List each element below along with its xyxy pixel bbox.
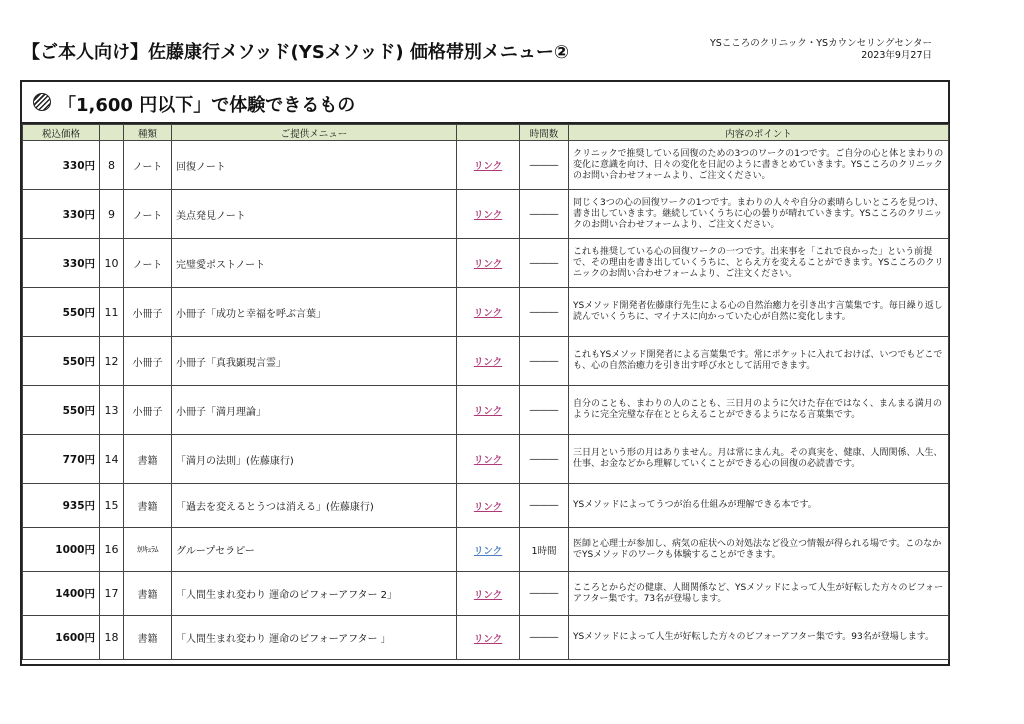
menu-frame xyxy=(20,80,950,666)
menu-name-cell: グループセラピー xyxy=(172,528,457,572)
price-cell: 1000円 xyxy=(23,528,100,572)
menu-link[interactable]: リンク xyxy=(473,633,503,645)
price-cell: 550円 xyxy=(23,337,100,386)
header-point: 内容のポイント xyxy=(569,125,949,141)
document-date: 2023年9月27日 xyxy=(861,50,932,61)
menu-name-cell: 小冊子「真我顕現言霊」 xyxy=(172,337,457,386)
menu-name-cell: 「人間生まれ変わり 運命のビフォーアフター 」 xyxy=(172,616,457,660)
table-header-row xyxy=(23,125,949,141)
time-cell: ――― xyxy=(520,484,569,528)
page-title: 【ご本人向け】佐藤康行メソッド(YSメソッド) 価格帯別メニュー② xyxy=(22,42,570,63)
point-cell: クリニックで推奨している回復のための3つのワークの1つです。ご自分の心と体とまわりの変化に意識を向け、日々の変化を日記のように書きとめていきます。YSこころのクリニックのお問い合わせフォームより、ご注文ください。 xyxy=(569,141,949,190)
hatched-circle-icon xyxy=(33,93,51,111)
menu-name-cell: 「満月の法則」(佐藤康行) xyxy=(172,435,457,484)
link-cell xyxy=(457,190,520,239)
link-cell xyxy=(457,572,520,616)
header-menu: ご提供メニュー xyxy=(172,125,457,141)
price-cell: 330円 xyxy=(23,141,100,190)
point-cell: YSメソッドによって人生が好転した方々のビフォーアフター集です。93名が登場します。 xyxy=(569,616,949,660)
time-cell: 1時間 xyxy=(520,528,569,572)
price-table xyxy=(22,124,949,660)
price-cell: 935円 xyxy=(23,484,100,528)
price-cell: 330円 xyxy=(23,190,100,239)
org-info xyxy=(620,38,932,62)
point-cell: 自分のことも、まわりの人のことも、三日月のように欠けた存在ではなく、まんまる満月のように完全完璧な存在ととらえることができるようになる言葉集です。 xyxy=(569,386,949,435)
table-row xyxy=(23,616,949,660)
num-cell: 12 xyxy=(100,337,124,386)
type-cell: ノート xyxy=(124,239,172,288)
point-cell: 同じく3つの心の回復ワークの1つです。まわりの人々や自分の素晴らしいところを見つけ、書き出していきます。継続していくうちに心の曇りが晴れていきます。YSこころのクリニックのお問い合わせフォームより、ご注文ください。 xyxy=(569,190,949,239)
type-cell: 小冊子 xyxy=(124,386,172,435)
menu-name-cell: 小冊子「成功と幸福を呼ぶ言葉」 xyxy=(172,288,457,337)
type-cell: ノート xyxy=(124,141,172,190)
section-heading xyxy=(22,82,948,124)
table-row xyxy=(23,484,949,528)
section-title: 「1,600 円以下」で体験できるもの xyxy=(58,95,356,116)
table-row xyxy=(23,435,949,484)
type-cell: 書籍 xyxy=(124,616,172,660)
point-cell: こころとからだの健康、人間関係など、YSメソッドによって人生が好転した方々のビフォーアフター集です。73名が登場します。 xyxy=(569,572,949,616)
time-cell: ――― xyxy=(520,190,569,239)
price-cell: 550円 xyxy=(23,386,100,435)
type-cell: 書籍 xyxy=(124,484,172,528)
num-cell: 9 xyxy=(100,190,124,239)
link-cell xyxy=(457,337,520,386)
menu-link[interactable]: リンク xyxy=(473,406,503,417)
link-cell xyxy=(457,239,520,288)
link-cell xyxy=(457,528,520,572)
price-cell: 1400円 xyxy=(23,572,100,616)
num-cell: 18 xyxy=(100,616,124,660)
table-row xyxy=(23,337,949,386)
num-cell: 14 xyxy=(100,435,124,484)
type-cell: ノート xyxy=(124,190,172,239)
num-cell: 8 xyxy=(100,141,124,190)
link-cell xyxy=(457,616,520,660)
menu-link[interactable]: リンク xyxy=(473,259,503,270)
table-row xyxy=(23,288,949,337)
menu-name-cell: 回復ノート xyxy=(172,141,457,190)
link-cell xyxy=(457,288,520,337)
point-cell: YSメソッド開発者佐藤康行先生による心の自然治癒力を引き出す言葉集です。毎日繰り返し読んでいくうちに、マイナスに向かっていた心が自然に変化します。 xyxy=(569,288,949,337)
type-cell: ｶﾘｷｭﾗﾑ xyxy=(124,528,172,572)
table-row xyxy=(23,386,949,435)
link-cell xyxy=(457,484,520,528)
header-type: 種類 xyxy=(124,125,172,141)
menu-name-cell: 「人間生まれ変わり 運命のビフォーアフター 2」 xyxy=(172,572,457,616)
header-price: 税込価格 xyxy=(23,125,100,141)
table-row xyxy=(23,190,949,239)
point-cell: これもYSメソッド開発者による言葉集です。常にポケットに入れておけば、いつでもどこでも、心の自然治癒力を引き出す呼び水として活用できます。 xyxy=(569,337,949,386)
time-cell: ――― xyxy=(520,435,569,484)
table-row xyxy=(23,572,949,616)
menu-link[interactable]: リンク xyxy=(473,545,503,557)
menu-name-cell: 小冊子「満月理論」 xyxy=(172,386,457,435)
org-name: YSこころのクリニック・YSカウンセリングセンター xyxy=(709,38,932,49)
menu-name-cell: 完璧愛ポストノート xyxy=(172,239,457,288)
time-cell: ――― xyxy=(520,386,569,435)
time-cell: ――― xyxy=(520,572,569,616)
num-cell: 17 xyxy=(100,572,124,616)
time-cell: ――― xyxy=(520,288,569,337)
num-cell: 16 xyxy=(100,528,124,572)
num-cell: 10 xyxy=(100,239,124,288)
table-row xyxy=(23,528,949,572)
menu-link[interactable]: リンク xyxy=(473,210,503,221)
link-cell xyxy=(457,386,520,435)
menu-link[interactable]: リンク xyxy=(473,589,503,601)
header-link xyxy=(457,125,520,141)
point-cell: これも推奨している心の回復ワークの一つです。出来事を「これで良かった」という前提で、その理由を書き出していくうちに、とらえ方を変えることができます。YSこころのクリニックのお問い合わせフォームより、ご注文ください。 xyxy=(569,239,949,288)
table-row xyxy=(23,239,949,288)
menu-link[interactable]: リンク xyxy=(473,161,503,172)
menu-link[interactable]: リンク xyxy=(473,455,503,466)
menu-name-cell: 美点発見ノート xyxy=(172,190,457,239)
table-row xyxy=(23,141,949,190)
num-cell: 15 xyxy=(100,484,124,528)
price-cell: 550円 xyxy=(23,288,100,337)
type-cell: 書籍 xyxy=(124,435,172,484)
point-cell: 医師と心理士が参加し、病気の症状への対処法など役立つ情報が得られる場です。このなかでYSメソッドのワークも体験することができます。 xyxy=(569,528,949,572)
menu-link[interactable]: リンク xyxy=(473,308,503,319)
type-cell: 小冊子 xyxy=(124,288,172,337)
menu-link[interactable]: リンク xyxy=(473,501,503,513)
link-cell xyxy=(457,435,520,484)
price-cell: 770円 xyxy=(23,435,100,484)
time-cell: ――― xyxy=(520,239,569,288)
point-cell: YSメソッドによってうつが治る仕組みが理解できる本です。 xyxy=(569,484,949,528)
time-cell: ――― xyxy=(520,616,569,660)
point-cell: 三日月という形の月はありません。月は常にまん丸。その真実を、健康、人間関係、人生、仕事、お金などから理解していくことができる心の回復の必読書です。 xyxy=(569,435,949,484)
header-num xyxy=(100,125,124,141)
header-time: 時間数 xyxy=(520,125,569,141)
menu-name-cell: 「過去を変えるとうつは消える」(佐藤康行) xyxy=(172,484,457,528)
num-cell: 13 xyxy=(100,386,124,435)
time-cell: ――― xyxy=(520,141,569,190)
type-cell: 書籍 xyxy=(124,572,172,616)
price-cell: 330円 xyxy=(23,239,100,288)
link-cell xyxy=(457,141,520,190)
menu-link[interactable]: リンク xyxy=(473,357,503,368)
time-cell: ――― xyxy=(520,337,569,386)
price-cell: 1600円 xyxy=(23,616,100,660)
num-cell: 11 xyxy=(100,288,124,337)
type-cell: 小冊子 xyxy=(124,337,172,386)
